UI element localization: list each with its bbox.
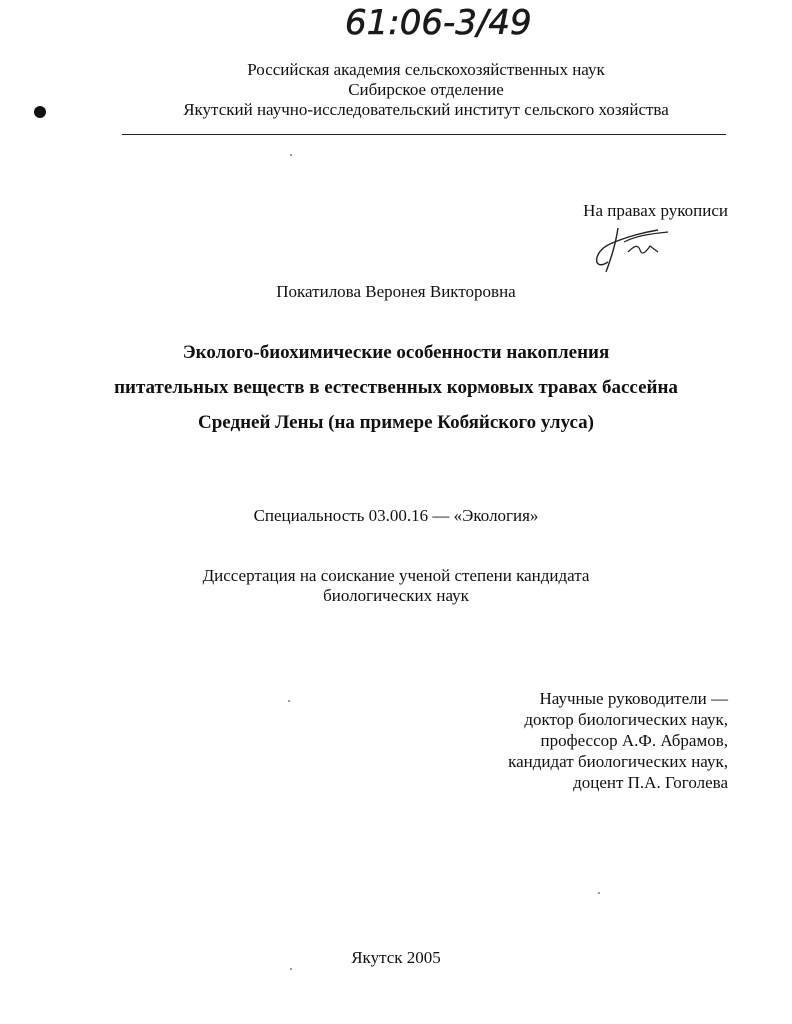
scan-speck: [290, 154, 292, 156]
title-line-2: питательных веществ в естественных кормовых травах бассейна: [114, 377, 678, 398]
archive-number-text: 61:06-3/49: [345, 3, 532, 43]
supervisor-2-name: доцент П.А. Гоголева: [573, 773, 728, 792]
supervisors-block: [508, 688, 728, 793]
branch-name: Сибирское отделение: [348, 80, 504, 99]
scan-speck: [288, 700, 290, 702]
supervisor-2-degree: кандидат биологических наук,: [508, 752, 728, 771]
academy-name: Российская академия сельскохозяйственных наук: [247, 60, 605, 79]
supervisor-1-degree: доктор биологических наук,: [524, 710, 728, 729]
institute-name: Якутский научно-исследовательский институт сельского хозяйства: [183, 100, 669, 119]
supervisor-1-name: профессор А.Ф. Абрамов,: [540, 731, 728, 750]
dissertation-line-2: биологических наук: [323, 586, 469, 605]
signature-icon: [588, 222, 678, 276]
punch-mark: [34, 106, 46, 118]
specialty: Специальность 03.00.16 — «Экология»: [253, 506, 539, 525]
city-year: Якутск 2005: [351, 948, 441, 967]
header-divider: [122, 134, 726, 135]
supervisors-heading: Научные руководители —: [539, 689, 728, 708]
title-line-3: Средней Лены (на примере Кобяйского улуса): [198, 412, 594, 433]
dissertation-line-1: Диссертация на соискание ученой степени кандидата: [202, 566, 590, 585]
handwritten-archive-number: [340, 0, 590, 46]
title-line-1: Эколого-биохимические особенности накопления: [182, 342, 610, 363]
scan-speck: [598, 892, 600, 894]
author-name: Покатилова Веронея Викторовна: [276, 282, 516, 301]
manuscript-rights: На правах рукописи: [583, 201, 728, 220]
scan-speck: [290, 968, 292, 970]
